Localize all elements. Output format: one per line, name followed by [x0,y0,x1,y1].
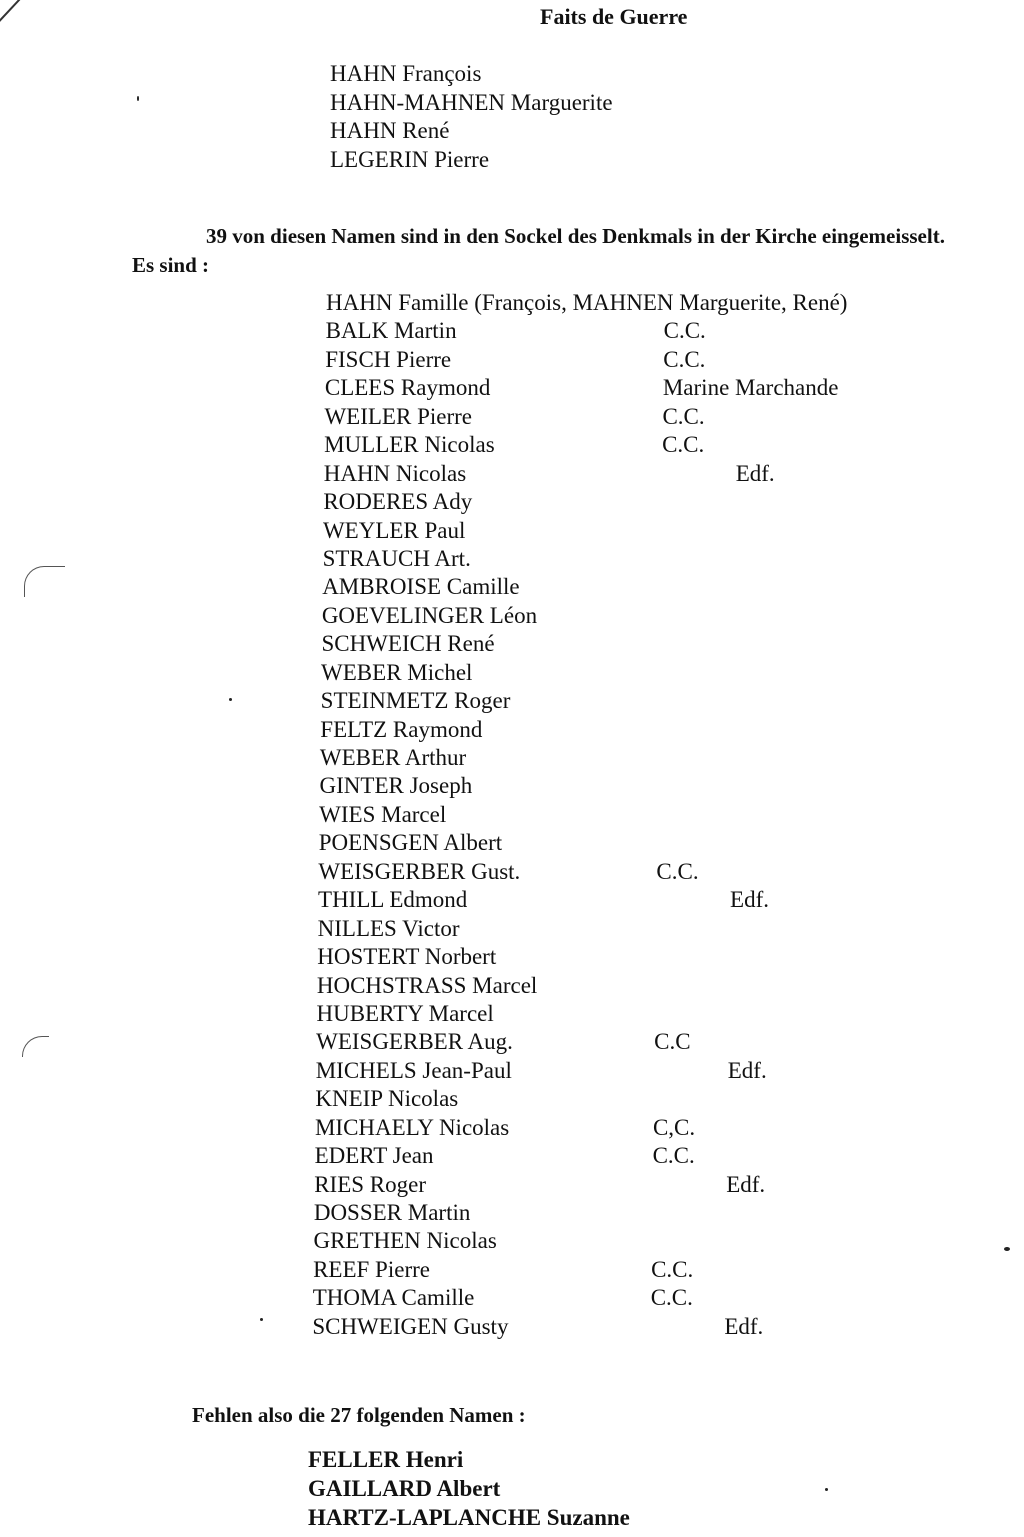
intro-text: 39 von diesen Namen sind in den Sockel des Denkmals in der Kirche eingemeisselt. Es sind : [132,224,945,277]
name-cell: WEISGERBER Gust. [318,858,521,884]
name-cell: KNEIP Nicolas [315,1086,459,1112]
note-cell: C.C. [663,318,706,344]
name-cell: MICHELS Jean-Paul [315,1057,512,1083]
missing-names-list [308,1445,630,1532]
name-cell: SCHWEIGEN Gusty [312,1313,509,1339]
note-cell: C.C. [662,432,705,458]
corner-mark [0,0,45,31]
scan-speck [137,96,139,101]
list-item: HARTZ-LAPLANCHE Suzanne [308,1505,630,1530]
scan-speck [229,698,232,701]
name-cell: FISCH Pierre [325,346,452,372]
name-cell: GINTER Joseph [319,773,473,799]
name-cell: WIES Marcel [319,801,447,827]
name-cell: DOSSER Martin [313,1200,471,1225]
name-cell: MULLER Nicolas [324,432,495,458]
note-cell: Edf. [727,1057,767,1083]
name-cell: BALK Martin [325,318,457,344]
name-cell: HAHN Nicolas [323,460,467,486]
name-cell: AMBROISE Camille [322,574,520,600]
note-cell: C.C. [652,1143,695,1169]
note-cell: Edf. [726,1171,766,1197]
note-cell: C.C. [656,858,699,884]
note-cell: C.C. [663,346,706,372]
name-cell: HUBERTY Marcel [316,1000,494,1026]
note-cell: Edf. [724,1313,764,1339]
note-cell: Edf. [730,887,769,913]
scan-speck [1004,1247,1010,1251]
name-cell: WEILER Pierre [324,403,472,429]
name-cell: WEISGERBER Aug. [316,1029,513,1055]
note-cell: C,C. [652,1114,696,1140]
note-cell: C.C [654,1029,691,1055]
list-item: HAHN François [330,61,482,86]
name-cell: CLEES Raymond [324,375,491,401]
name-cell: SCHWEICH René [321,631,495,657]
note-cell: C.C. [650,1285,693,1311]
name-cell: STEINMETZ Roger [320,688,511,714]
name-cell: REEF Pierre [313,1256,430,1282]
list-item: FELLER Henri [308,1447,464,1472]
list-item: HAHN-MAHNEN Marguerite [330,89,613,115]
scan-speck [825,1488,828,1491]
top-names-list [330,60,613,174]
scan-speck [260,1318,263,1321]
list-item: LEGERIN Pierre [330,146,490,172]
name-cell: MICHAELY Nicolas [314,1114,510,1140]
name-cell: HOSTERT Norbert [317,944,497,970]
missing-heading: Fehlen also die 27 folgenden Namen : [192,1403,526,1427]
name-cell: WEBER Arthur [319,745,467,770]
name-cell: THOMA Camille [312,1285,475,1311]
name-cell: EDERT Jean [314,1143,434,1169]
name-cell: WEYLER Paul [322,517,466,543]
note-cell: C.C. [651,1256,694,1282]
scan-mark [24,566,65,597]
name-cell: THILL Edmond [318,887,468,913]
scan-mark [22,1036,49,1057]
name-cell: GRETHEN Nicolas [313,1228,497,1254]
name-cell: HOCHSTRASS Marcel [316,972,538,998]
name-cell: STRAUCH Art. [322,545,471,571]
name-cell: FELTZ Raymond [320,716,483,742]
name-cell: NILLES Victor [317,915,460,941]
list-item: HAHN René [330,118,450,143]
intro-paragraph [132,222,962,280]
name-cell: RODERES Ady [323,489,473,515]
list-item: GAILLARD Albert [308,1476,501,1501]
page-title: Faits de Guerre [540,4,688,29]
name-cell: HAHN Famille (François, MAHNEN Marguerite, René) [326,290,848,315]
note-cell: C.C. [662,403,705,429]
note-cell: Marine Marchande [662,375,839,401]
name-cell: GOEVELINGER Léon [321,602,538,628]
name-cell: POENSGEN Albert [318,830,503,856]
note-cell: Edf. [735,460,775,486]
name-cell: RIES Roger [314,1171,427,1197]
name-cell: WEBER Michel [321,659,473,685]
